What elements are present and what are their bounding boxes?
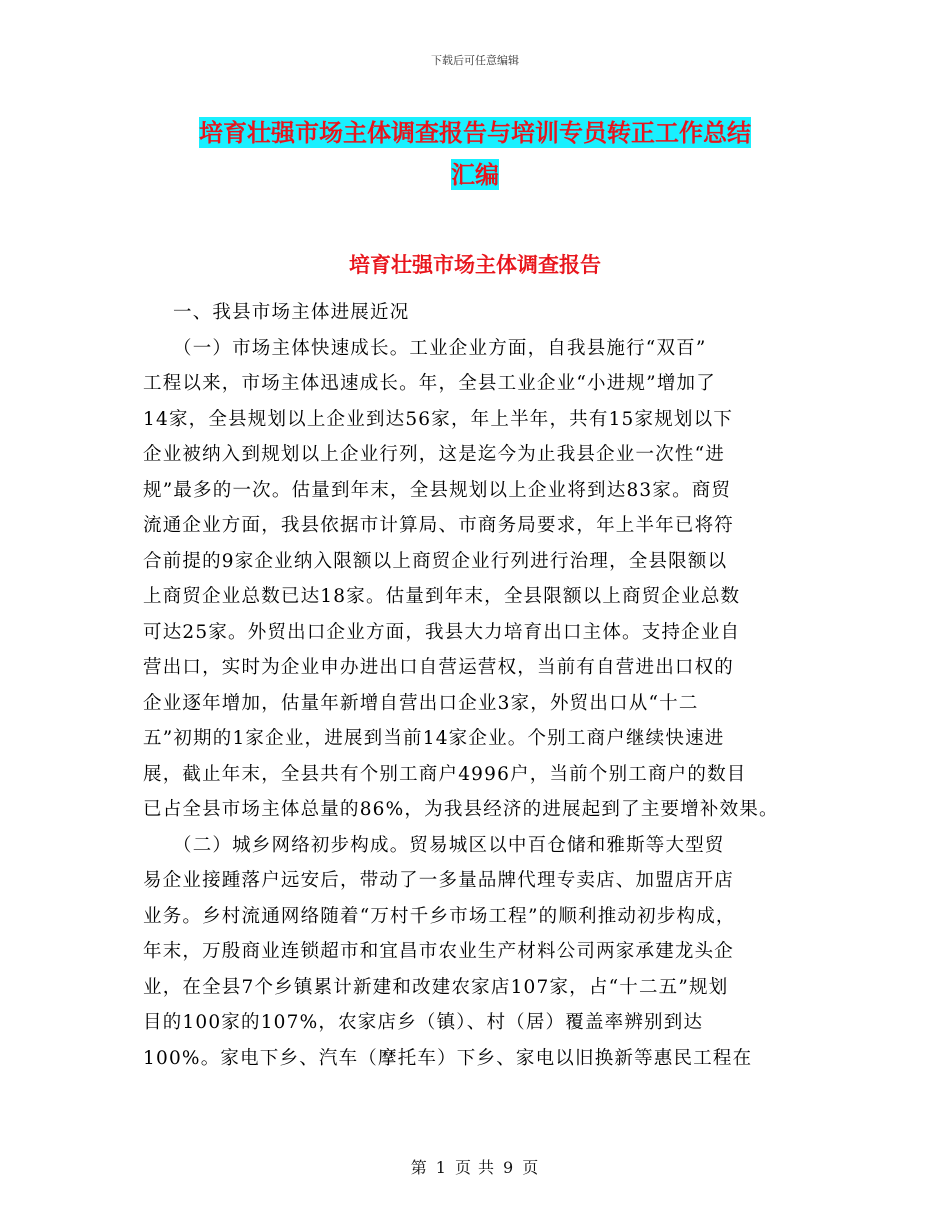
paragraph-line: 营出口，实时为企业申办进出口自营运营权，当前有自营进出口权的 bbox=[143, 657, 735, 678]
paragraph-line: 展，截止年末，全县共有个别工商户4996户，当前个别工商户的数目 bbox=[143, 763, 747, 785]
paragraph-line: 100%。家电下乡、汽车（摩托车）下乡、家电以旧换新等惠民工程在 bbox=[143, 1047, 753, 1069]
footer-middle: 页 共 bbox=[454, 1158, 496, 1177]
paragraph-line: 业务。乡村流通网络随着“万村千乡市场工程”的顺利推动初步构成， bbox=[143, 905, 736, 927]
footer-suffix: 页 bbox=[522, 1158, 540, 1177]
document-title bbox=[140, 112, 810, 196]
section-title: 培育壮强市场主体调查报告 bbox=[349, 252, 601, 277]
paragraph-line: （二）城乡网络初步构成。贸易城区以中百仓储和雅斯等大型贸 bbox=[173, 834, 725, 856]
heading-1: 一、我县市场主体进展近况 bbox=[173, 302, 410, 323]
footer-prefix: 第 bbox=[410, 1158, 428, 1177]
page-number: 1 bbox=[435, 1158, 447, 1177]
document-title-line-2: 汇编 bbox=[451, 160, 499, 189]
paragraph-line: 上商贸企业总数已达18家。估量到年末，全县限额以上商贸企业总数 bbox=[143, 586, 741, 607]
paragraph-line: 企业被纳入到规划以上企业行列，这是迄今为止我县企业一次性“进 bbox=[143, 444, 725, 465]
body-text bbox=[143, 295, 823, 1076]
paragraph-line: 已占全县市场主体总量的86%，为我县经济的进展起到了主要增补效果。 bbox=[143, 799, 779, 820]
paragraph-line: 流通企业方面，我县依据市计算局、市商务局要求，年上半年已将符 bbox=[143, 515, 735, 536]
paragraph-line: 14家，全县规划以上企业到达56家，年上半年，共有15家规划以下 bbox=[143, 408, 734, 430]
header-note: 下载后可任意编辑 bbox=[431, 54, 519, 67]
paragraph-line: 工程以来，市场主体迅速成长。年，全县工业企业“小进规”增加了 bbox=[143, 373, 716, 394]
paragraph-line: 年末，万殷商业连锁超市和宜昌市农业生产材料公司两家承建龙头企 bbox=[143, 941, 735, 962]
paragraph-line: 易企业接踵落户远安后，带动了一多量品牌代理专卖店、加盟店开店 bbox=[143, 870, 735, 891]
paragraph-line: （一）市场主体快速成长。工业企业方面，自我县施行“双百” bbox=[173, 337, 707, 359]
paragraph-line: 可达25家。外贸出口企业方面，我县大力培育出口主体。支持企业自 bbox=[143, 621, 741, 643]
paragraph-line: 五”初期的1家企业，进展到当前14家企业。个别工商户继续快速进 bbox=[143, 728, 725, 749]
paragraph-line: 目的100家的107%，农家店乡（镇）、村（居）覆盖率辨别到达 bbox=[143, 1012, 704, 1033]
paragraph-line: 企业逐年增加，估量年新增自营出口企业3家，外贸出口从“十二 bbox=[143, 692, 699, 714]
page-footer bbox=[0, 1155, 950, 1178]
paragraph-line: 合前提的9家企业纳入限额以上商贸企业行列进行治理，全县限额以 bbox=[143, 550, 728, 572]
paragraph-line: 业，在全县7个乡镇累计新建和改建农家店107家，占“十二五”规划 bbox=[143, 976, 729, 998]
paragraph-line: 规”最多的一次。估量到年末，全县规划以上企业将到达83家。商贸 bbox=[143, 479, 732, 501]
total-pages: 9 bbox=[503, 1158, 515, 1177]
document-title-line-1: 培育壮强市场主体调查报告与培训专员转正工作总结 bbox=[199, 118, 751, 147]
